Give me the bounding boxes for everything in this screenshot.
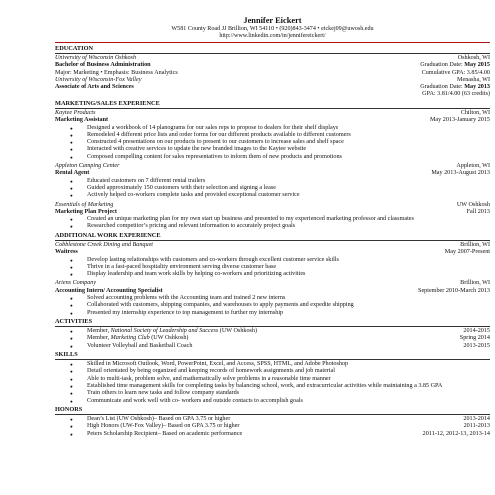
list-item: ● Actively helped co-workers complete tasks and provided exceptional customer service — [55, 192, 490, 199]
activities-list — [55, 328, 490, 350]
list-item: ● Created an unique marketing plan for my own start up business and presented to my experienced marketing professor and classmates — [55, 216, 490, 223]
company-name: Appleton Camping Center — [55, 163, 120, 170]
list-item: ● Develop lasting relationships with customers and co-workers through excellent customer service skills — [55, 257, 490, 264]
degree-major: Major: Marketing • Emphasis: Business Analytics — [55, 69, 178, 76]
section-divider — [55, 414, 490, 415]
degree-gpa: Cumulative GPA: 3.85/4.00 — [421, 69, 490, 76]
job-title: Accounting Intern/ Accounting Specialist — [55, 287, 163, 294]
job-entry — [55, 242, 490, 278]
job-location: Chilton, WI — [460, 109, 490, 116]
school-location: Menasha, WI — [457, 76, 490, 83]
list-item: ● Composed compelling content for sales representatives to inform them of new products and promotions — [55, 154, 490, 161]
job-entry — [55, 110, 490, 161]
section-title-activities: ACTIVITIES — [55, 317, 93, 325]
company-name: Ariens Company — [55, 280, 97, 287]
job-title: Rental Agent — [55, 170, 90, 177]
section-divider — [55, 53, 490, 54]
education-entry — [55, 55, 490, 77]
list-item: ● Dean’s List (UW Oshkosh)– Based on GPA 3.75 or higher 2013-2014 — [55, 416, 490, 423]
job-dates: September 2010-March 2013 — [418, 287, 490, 294]
degree-name: Associate of Arts and Sciences — [55, 84, 134, 91]
list-item: ● High Honors (UW-Fox Valley)– Based on GPA 3.75 or higher 2011-2013 — [55, 423, 490, 430]
job-dates: May 2013-August 2013 — [431, 170, 490, 177]
list-item: ● Train others to learn new tasks and follow company standards — [55, 390, 490, 397]
list-item: ● Thrive in a fast-paced hospitality environment serving diverse customer base — [55, 264, 490, 271]
education-entry — [55, 77, 490, 99]
list-item: ● Remodeled 4 different price lists and order forms for our different products available to different customers — [55, 132, 490, 139]
job-bullets — [55, 125, 490, 161]
contact-line: W581 County Road JJ Brillion, WI 54110 • (920)843-3474 • eickej09@uwosh.edu — [171, 26, 374, 32]
job-location: UW Oshkosh — [456, 201, 490, 208]
job-title: Marketing Assistant — [55, 117, 109, 124]
job-location: Brillion, WI — [460, 280, 490, 287]
section-title-education: EDUCATION — [55, 44, 94, 52]
list-item: ● Interacted with creative services to update the new branded images to the Kaytee website — [55, 146, 490, 153]
job-bullets — [55, 216, 490, 231]
school-name: University of Wisconsin Oshkosh — [55, 55, 137, 61]
graduation-date: Graduation Date: May 2013 — [420, 84, 490, 91]
list-item: ● Collaborated with customers, shipping companies, and warehouses to apply payments and expedite shipping — [55, 302, 490, 309]
job-title: Marketing Plan Project — [55, 208, 117, 215]
linkedin-link[interactable]: http://www.linkedin.com/in/jennifereickert/ — [219, 33, 326, 40]
section-title-honors: HONORS — [55, 405, 83, 413]
list-item: ● Detail orientated by being organized and keeping records of homework assignments and job material — [55, 368, 490, 375]
honors-list — [55, 416, 490, 438]
graduation-date: Graduation Date: May 2015 — [420, 62, 490, 69]
list-item: ● Designed a workbook of 14 planograms for our sales reps to propose to dealers for their shelf displays — [55, 125, 490, 132]
job-dates: Fall 2013 — [466, 208, 490, 215]
job-title: Waitress — [55, 249, 78, 256]
job-entry — [55, 202, 490, 231]
header-divider — [55, 42, 490, 43]
list-item: ● Presented my internship experience to top management to further my internship — [55, 310, 490, 317]
job-location: Brillion, WI — [460, 241, 490, 248]
job-bullets — [55, 257, 490, 279]
resume-header — [55, 16, 490, 41]
job-bullets — [55, 295, 490, 317]
degree-name: Bachelor of Business Administration — [55, 62, 151, 69]
list-item: ● Able to multi-task, problem solve, and mathematically solve problems in a reasonable time manner — [55, 376, 490, 383]
list-item: ● Established time management skills for completing tasks by balancing school, work, and extracurricular activities while maintaining a 3.85 GPA — [55, 383, 490, 390]
list-item: ● Solved accounting problems with the Accounting team and trained 2 new interns — [55, 295, 490, 302]
list-item: ● Researched competitor’s pricing and relevant information to accurately project goals — [55, 223, 490, 230]
degree-gpa: GPA: 3.81/4.00 (63 credits) — [422, 91, 490, 98]
list-item: ● Educated customers on 7 different rental trailers — [55, 178, 490, 185]
company-name: Cobblestone Creek Dining and Banquet — [55, 241, 154, 248]
school-location: Oshkosh, WI — [457, 55, 490, 61]
job-dates: May 2007-Present — [444, 249, 490, 256]
list-item: ● Peters Scholarship Recipient– Based on academic performance 2011-12, 2012-13, 2013-14 — [55, 431, 490, 438]
section-title-skills: SKILLS — [55, 350, 78, 358]
job-dates: May 2013-January 2015 — [429, 117, 490, 124]
job-entry — [55, 280, 490, 316]
job-location: Appleton, WI — [456, 163, 490, 170]
section-divider — [55, 108, 490, 109]
section-divider — [55, 326, 490, 327]
list-item: ● Communicate and work well with co- workers and outside contacts to accomplish goals — [55, 398, 490, 405]
list-item: ● Member, Marketing Club (UW Oshkosh) Spring 2014 — [55, 335, 490, 342]
resume-page — [55, 16, 490, 438]
company-name: Kaytee Products — [55, 109, 96, 116]
list-item: ● Volunteer Volleyball and Basketball Coach 2013-2015 — [55, 343, 490, 350]
job-bullets — [55, 178, 490, 200]
job-entry — [55, 163, 490, 199]
section-title-additional: ADDITIONAL WORK EXPERIENCE — [55, 231, 161, 239]
section-title-marketing: MARKETING/SALES EXPERIENCE — [55, 99, 160, 107]
candidate-name: Jennifer Eickert — [243, 16, 302, 25]
list-item: ● Guided approximately 150 customers with their selection and signing a lease — [55, 185, 490, 192]
list-item: ● Display leadership and team work skills by helping co-workers and prioritizing activities — [55, 271, 490, 278]
skills-list — [55, 361, 490, 405]
company-name: Essentials of Marketing — [55, 201, 114, 208]
list-item: ● Constructed 4 presentations on our products to present to our customers to increase sales and shelf space — [55, 139, 490, 146]
list-item: ● Member, National Society of Leadership and Success (UW Oshkosh) 2014-2015 — [55, 328, 490, 335]
section-divider — [55, 240, 490, 241]
section-divider — [55, 359, 490, 360]
list-item: ● Skilled in Microsoft Outlook, Word, PowerPoint, Excel, and Access, SPSS, HTML, and Adobe Photoshop — [55, 361, 490, 368]
school-name: University of Wisconsin-Fox Valley — [55, 76, 142, 83]
